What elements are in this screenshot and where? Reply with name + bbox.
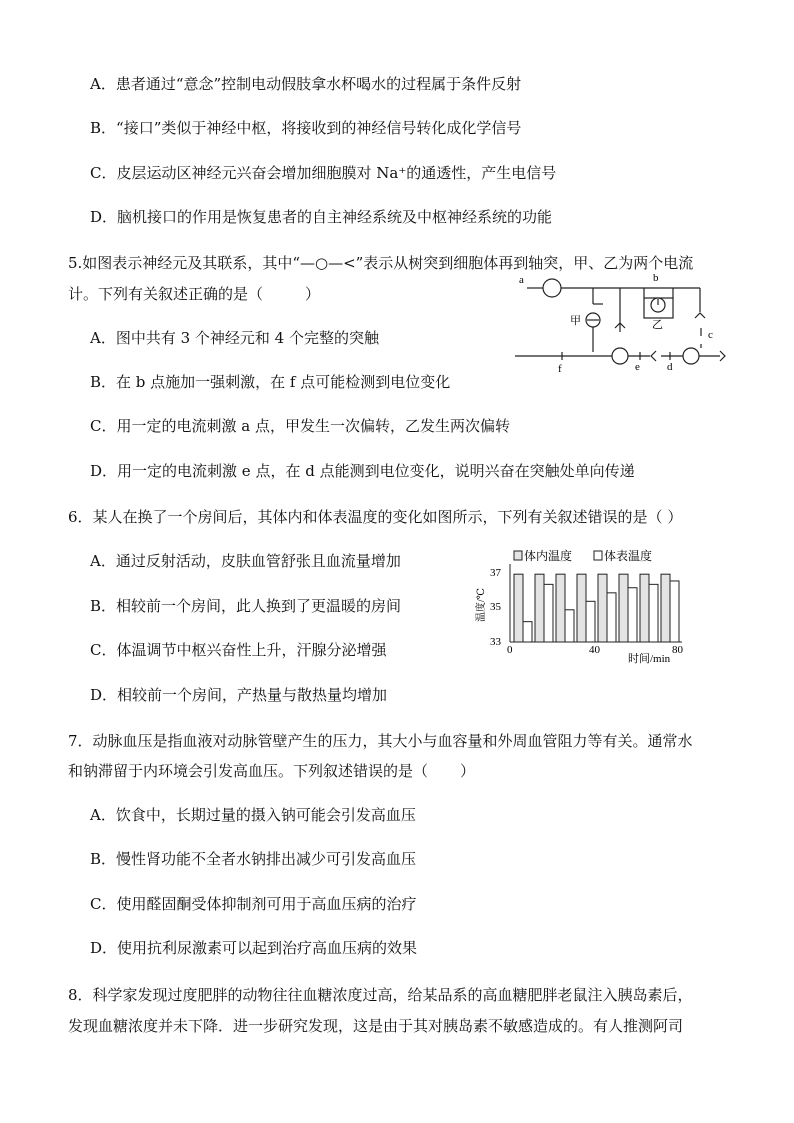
bar-inner-temp-1 — [535, 574, 544, 642]
q7-stem-line1: 7．动脉血压是指血液对动脉管壁产生的压力，其大小与血容量和外周血管阻力等有关。通常水 — [68, 732, 693, 750]
bar-inner-temp-6 — [640, 574, 649, 642]
q7-stem-text: 和钠滞留于内环境会引发高血压。下列叙述错误的是（ — [68, 762, 429, 780]
x-tick-0: 0 — [507, 644, 513, 656]
q7-option-d: D．使用抗利尿激素可以起到治疗高血压病的效果 — [90, 939, 418, 957]
legend-outer-label: 体表温度 — [604, 549, 653, 563]
q5-stem-line1: 5.如图表示神经元及其联系，其中“—○—<”表示从树突到细胞体再到轴突，甲、乙为两个电流 — [68, 254, 694, 272]
q5-option-b: B．在 b 点施加一强刺激，在 f 点可能检测到电位变化 — [90, 373, 451, 391]
label-e: e — [635, 361, 640, 373]
y-tick-33: 33 — [490, 636, 501, 648]
q4-option-b: B．“接口”类似于神经中枢，将接收到的神经信号转化成化学信号 — [90, 119, 522, 137]
y-axis-label: 温度/℃ — [476, 588, 487, 622]
q7-stem-line2 — [68, 761, 475, 781]
y-tick-37: 37 — [490, 567, 501, 579]
q8-stem-line2: 发现血糖浓度并未下降．进一步研究发现，这是由于其对胰岛素不敏感造成的。有人推测阿司 — [68, 1017, 684, 1035]
bar-outer-temp-4 — [607, 593, 616, 642]
bar-inner-temp-2 — [556, 574, 565, 642]
label-jia: 甲 — [570, 315, 581, 327]
neuron-diagram — [515, 268, 730, 378]
q6-option-d: D．相较前一个房间，产热量与散热量均增加 — [90, 686, 388, 704]
label-a: a — [519, 274, 524, 286]
q6-option-b: B．相较前一个房间，此人换到了更温暖的房间 — [90, 597, 402, 615]
bar-inner-temp-5 — [619, 574, 628, 642]
bar-outer-temp-6 — [649, 584, 658, 642]
y-tick-35: 35 — [490, 601, 501, 613]
q5-option-c: C．用一定的电流刺激 a 点，甲发生一次偏转，乙发生两次偏转 — [90, 417, 510, 435]
bar-inner-temp-3 — [577, 574, 586, 642]
bar-outer-temp-7 — [670, 581, 679, 642]
bar-outer-temp-2 — [565, 610, 574, 642]
q5-stem-text: 计。下列有关叙述正确的是（ — [68, 285, 264, 303]
bar-outer-temp-3 — [586, 601, 595, 642]
label-yi: 乙 — [652, 319, 663, 331]
q7-option-a: A．饮食中，长期过量的摄入钠可能会引发高血压 — [90, 806, 416, 824]
legend-box-outer — [594, 551, 602, 560]
q6-stem: 6．某人在换了一个房间后，其体内和体表温度的变化如图所示，下列有关叙述错误的是（ ） — [68, 508, 683, 526]
q5-stem-close: ） — [305, 285, 321, 303]
q7-option-b: B．慢性肾功能不全者水钠排出减少可引发高血压 — [90, 850, 417, 868]
q7-stem-close: ） — [460, 762, 476, 780]
label-b: b — [653, 272, 659, 284]
legend-box-inner — [514, 551, 522, 560]
q5-stem-line2 — [68, 284, 320, 304]
q4-option-d: D．脑机接口的作用是恢复患者的自主神经系统及中枢神经系统的功能 — [90, 208, 553, 226]
x-axis-label: 时间/min — [628, 653, 671, 665]
q6-option-c: C．体温调节中枢兴奋性上升，汗腺分泌增强 — [90, 641, 387, 659]
label-c: c — [708, 329, 713, 341]
label-f: f — [558, 363, 562, 375]
bar-outer-temp-5 — [628, 588, 637, 642]
label-d: d — [667, 361, 673, 373]
q5-option-d: D．用一定的电流刺激 e 点，在 d 点能测到电位变化，说明兴奋在突触处单向传递 — [90, 462, 635, 480]
bar-inner-temp-4 — [598, 574, 607, 642]
q5-option-a: A．图中共有 3 个神经元和 4 个完整的突触 — [90, 329, 379, 347]
q8-stem-line1: 8．科学家发现过度肥胖的动物往往血糖浓度过高，给某品系的高血糖肥胖老鼠注入胰岛素后， — [68, 986, 693, 1004]
q7-option-c: C．使用醛固酮受体抑制剂可用于高血压病的治疗 — [90, 895, 417, 913]
q4-option-c: C．皮层运动区神经元兴奋会增加细胞膜对 Na⁺的通透性，产生电信号 — [90, 164, 557, 182]
q6-option-a: A．通过反射活动，皮肤血管舒张且血流量增加 — [90, 552, 401, 570]
q4-option-a: A．患者通过“意念”控制电动假肢拿水杯喝水的过程属于条件反射 — [90, 75, 522, 93]
bar-inner-temp-0 — [514, 574, 523, 642]
x-tick-80: 80 — [672, 644, 683, 656]
bar-inner-temp-7 — [661, 574, 670, 642]
bar-outer-temp-0 — [523, 622, 532, 642]
legend-inner-label: 体内温度 — [524, 549, 573, 563]
bar-outer-temp-1 — [544, 584, 553, 642]
x-tick-40: 40 — [589, 644, 600, 656]
temperature-bar-chart — [470, 546, 700, 666]
